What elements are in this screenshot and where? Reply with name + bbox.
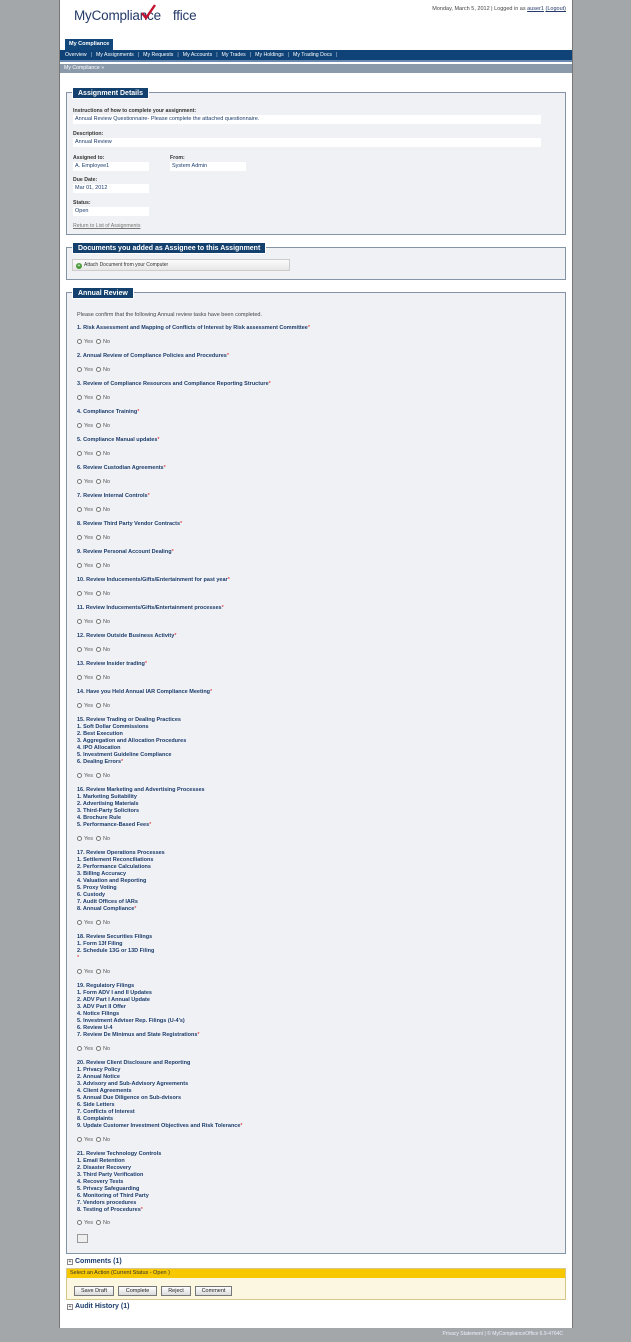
nav-separator: | <box>335 52 338 58</box>
nav-separator: | <box>287 52 290 58</box>
required-marker: * <box>268 381 271 387</box>
annual-review-title: Annual Review <box>72 287 134 299</box>
yes-label: Yes <box>84 479 93 485</box>
question-6-answer <box>77 479 113 486</box>
question-11 <box>77 605 224 612</box>
yes-radio[interactable] <box>77 836 82 841</box>
yes-label: Yes <box>84 563 93 569</box>
question-21 <box>77 1151 161 1214</box>
no-radio[interactable] <box>96 507 101 512</box>
question-17-answer <box>77 920 113 927</box>
nav-item-my-requests[interactable]: My Requests <box>143 52 174 58</box>
yes-radio[interactable] <box>77 535 82 540</box>
yes-label: Yes <box>84 836 93 842</box>
comments-section[interactable]: + Comments (1) <box>68 1258 122 1265</box>
question-8 <box>77 521 182 528</box>
from-value: System Admin <box>170 162 246 171</box>
question-11-answer <box>77 619 113 626</box>
question-text: 9. Review Personal Account Dealing <box>77 549 172 555</box>
yes-radio[interactable] <box>77 451 82 456</box>
question-20-answer <box>77 1137 113 1144</box>
question-3-answer <box>77 395 113 402</box>
question-text: 1. Risk Assessment and Mapping of Conflicts of Interest by Risk assessment Committee <box>77 325 308 331</box>
question-2 <box>77 353 229 360</box>
question-text: 21. Review Technology Controls 1. Email Retention 2. Disaster Recovery 3. Third Party Verification 4. Recovery Tests 5. Privacy Safeguarding 6. Monitoring of Third Party 7. Vendors procedures 8. Testing of Procedures <box>77 1151 162 1213</box>
nav-item-my-trading-docs[interactable]: My Trading Docs <box>293 52 332 58</box>
question-8-answer <box>77 535 113 542</box>
no-label: No <box>102 395 111 401</box>
no-label: No <box>102 920 111 926</box>
due-date-label: Due Date: <box>73 177 98 183</box>
question-7 <box>77 493 150 500</box>
no-radio[interactable] <box>96 773 101 778</box>
action-bar: Select an Action (Current Status - Open ) <box>67 1269 565 1278</box>
complete-button[interactable]: Complete <box>118 1286 157 1296</box>
required-marker: * <box>197 1032 200 1038</box>
required-marker: * <box>174 633 177 639</box>
nav-separator: | <box>90 52 92 58</box>
reject-button[interactable]: Reject <box>161 1286 191 1296</box>
expand-icon[interactable]: + <box>68 1259 72 1265</box>
question-text: 10. Review Inducements/Gifts/Entertainment for past year <box>77 577 228 583</box>
question-5 <box>77 437 160 444</box>
question-text: 4. Compliance Training <box>77 409 138 415</box>
breadcrumb[interactable]: My Compliance » <box>60 64 572 73</box>
question-13-answer <box>77 675 113 682</box>
no-label: No <box>102 1046 111 1052</box>
assigned-to-label: Assigned to: <box>73 155 105 161</box>
nav-item-overview[interactable]: Overview <box>65 52 87 58</box>
question-2-answer <box>77 367 113 374</box>
question-12-answer <box>77 647 113 654</box>
question-text: 20. Review Client Disclosure and Reporting 1. Privacy Policy 2. Annual Notice 3. Advisory and Sub-Advisory Agreements 4. Client Agreements 5. Annual Due Diligence on Sub-dvisors 6. Side Letters 7. Conflicts of Interest 8. Complaints 9. Update Customer Investment Objectives and Risk Tolerance <box>77 1060 241 1129</box>
required-marker: * <box>226 353 230 359</box>
no-label: No <box>102 969 111 975</box>
question-4 <box>77 409 139 416</box>
yes-label: Yes <box>84 507 93 513</box>
required-marker: * <box>171 549 174 555</box>
nav-separator: | <box>216 52 218 58</box>
no-radio[interactable] <box>96 563 101 568</box>
no-radio[interactable] <box>96 969 101 974</box>
question-text: 16. Review Marketing and Advertising Processes 1. Marketing Suitability 2. Advertising Materials 3. Third-Party Solicitors 4. Brochure Rule 5. Performance-Based Fees <box>77 787 205 828</box>
yes-radio[interactable] <box>77 675 82 680</box>
required-marker: * <box>144 661 147 667</box>
question-10 <box>77 577 230 584</box>
comment-button[interactable]: Comment <box>195 1286 232 1296</box>
assignment-details-panel <box>66 92 566 235</box>
documents-panel <box>66 247 566 280</box>
yes-radio[interactable] <box>77 507 82 512</box>
no-radio[interactable] <box>96 339 101 344</box>
question-text: 19. Regulatory Filings 1. Form ADV I and II Updates 2. ADV Part I Annual Update 3. ADV Part II Offer 4. Notice Filings 5. Investment Adviser Rep. Filings (U-4's) 6. Review U-4 7. Review De Minimus and State Registrations <box>77 983 198 1038</box>
yes-label: Yes <box>84 591 93 597</box>
no-label: No <box>102 703 111 709</box>
audit-history-section[interactable]: + Audit History (1) <box>68 1303 130 1310</box>
yes-label: Yes <box>84 451 93 457</box>
question-text: 12. Review Outside Business Activity <box>77 633 175 639</box>
no-radio[interactable] <box>96 1137 101 1142</box>
question-19-answer <box>77 1046 113 1053</box>
question-text: 15. Review Trading or Dealing Practices 1. Soft Dollar Commissions 2. Best Execution 3. Aggregation and Allocation Procedures 4. IPO Allocation 5. Investment Guideline Compliance 6. Dealing Errors <box>77 717 187 765</box>
required-marker: * <box>137 409 140 415</box>
no-radio[interactable] <box>96 591 101 596</box>
no-radio[interactable] <box>96 836 101 841</box>
yes-radio[interactable] <box>77 563 82 568</box>
question-16 <box>77 787 205 829</box>
required-marker: * <box>121 759 124 765</box>
required-marker: * <box>157 437 160 443</box>
nav-item-my-assignments[interactable]: My Assignments <box>95 52 134 58</box>
nav-separator: | <box>177 52 179 58</box>
action-panel <box>66 1268 566 1300</box>
question-9 <box>77 549 174 556</box>
yes-radio[interactable] <box>77 703 82 708</box>
no-label: No <box>102 507 111 513</box>
question-20 <box>77 1060 243 1130</box>
required-marker: * <box>149 822 152 828</box>
yes-radio[interactable] <box>77 423 82 428</box>
question-21-answer <box>77 1220 113 1227</box>
yes-radio[interactable] <box>77 479 82 484</box>
question-5-answer <box>77 451 113 458</box>
logout-link[interactable]: (Logout) <box>545 6 566 12</box>
yes-radio[interactable] <box>77 920 82 925</box>
question-text: 3. Review of Compliance Resources and Compliance Reporting Structure <box>77 381 269 387</box>
no-label: No <box>102 423 111 429</box>
main-nav <box>60 50 572 62</box>
required-marker: * <box>77 955 80 961</box>
nav-item-my-holdings[interactable]: My Holdings <box>255 52 284 58</box>
no-label: No <box>102 367 111 373</box>
question-10-answer <box>77 591 113 598</box>
question-3 <box>77 381 271 388</box>
no-label: No <box>102 836 111 842</box>
yes-label: Yes <box>84 619 93 625</box>
nav-item-my-accounts[interactable]: My Accounts <box>182 52 213 58</box>
yes-radio[interactable] <box>77 773 82 778</box>
save-icon[interactable] <box>77 1234 88 1243</box>
yes-label: Yes <box>84 647 93 653</box>
question-text: 2. Annual Review of Compliance Policies and Procedures <box>77 353 227 359</box>
question-text: 11. Review Inducements/Gifts/Entertainment processes <box>77 605 222 611</box>
expand-icon[interactable]: + <box>68 1304 72 1310</box>
question-1-answer <box>77 339 113 346</box>
no-radio[interactable] <box>96 367 101 372</box>
no-radio[interactable] <box>96 1046 101 1051</box>
attach-document-button[interactable]: + Attach Document from your Computer <box>72 259 290 271</box>
yes-radio[interactable] <box>77 395 82 400</box>
yes-label: Yes <box>84 675 93 681</box>
question-12 <box>77 633 176 640</box>
no-radio[interactable] <box>96 703 101 708</box>
required-marker: * <box>221 605 224 611</box>
instructions-label: Instructions of how to complete your assignment: <box>73 108 197 114</box>
required-marker: * <box>227 577 230 583</box>
required-marker: * <box>210 689 213 695</box>
nav-separator: | <box>137 52 140 58</box>
no-label: No <box>102 451 111 457</box>
no-label: No <box>102 647 111 653</box>
yes-radio[interactable] <box>77 339 82 344</box>
question-text: 6. Review Custodian Agreements <box>77 465 164 471</box>
header <box>60 0 572 40</box>
description-value: Annual Review <box>73 138 541 147</box>
question-1 <box>77 325 310 332</box>
no-radio[interactable] <box>96 1220 101 1225</box>
required-marker: * <box>134 906 137 912</box>
question-13 <box>77 661 147 668</box>
question-17 <box>77 850 165 913</box>
question-text: 13. Review Insider trading <box>77 661 145 667</box>
status-value: Open <box>73 207 149 216</box>
yes-label: Yes <box>84 1220 93 1226</box>
required-marker: * <box>240 1123 243 1129</box>
yes-label: Yes <box>84 703 93 709</box>
documents-title: Documents you added as Assignee to this Assignment <box>72 242 266 254</box>
required-marker: * <box>147 493 150 499</box>
no-radio[interactable] <box>96 535 101 540</box>
yes-radio[interactable] <box>77 591 82 596</box>
question-19 <box>77 983 200 1039</box>
no-label: No <box>102 591 111 597</box>
user-link[interactable]: auser1 <box>527 6 544 12</box>
no-radio[interactable] <box>96 451 101 456</box>
yes-radio[interactable] <box>77 367 82 372</box>
logo: MyCompliance ffice <box>74 8 196 23</box>
no-radio[interactable] <box>96 619 101 624</box>
yes-label: Yes <box>84 920 93 926</box>
no-label: No <box>102 563 111 569</box>
no-label: No <box>102 1220 111 1226</box>
description-label: Description: <box>73 131 104 137</box>
question-16-answer <box>77 836 113 843</box>
no-label: No <box>102 479 111 485</box>
annual-review-intro: Please confirm that the following Annual review tasks have been completed. <box>77 312 262 318</box>
question-18-answer <box>77 969 113 976</box>
yes-label: Yes <box>84 395 93 401</box>
no-label: No <box>102 675 111 681</box>
no-label: No <box>102 1137 111 1143</box>
return-to-assignments-link[interactable]: Return to List of Assignments <box>73 223 141 229</box>
user-info: Monday, March 5, 2012 | Logged in as auser1 (Logout) <box>432 6 566 12</box>
yes-label: Yes <box>84 773 93 779</box>
footer: Privacy Statement | © MyComplianceOffice 6.9-4764C <box>442 1331 563 1337</box>
page-container <box>59 0 573 1328</box>
save-draft-button[interactable]: Save Draft <box>74 1286 114 1296</box>
yes-radio[interactable] <box>77 969 82 974</box>
no-radio[interactable] <box>96 920 101 925</box>
yes-radio[interactable] <box>77 1220 82 1225</box>
no-radio[interactable] <box>96 423 101 428</box>
question-text: 5. Compliance Manual updates <box>77 437 158 443</box>
question-text: 18. Review Securities Filings 1. Form 13f Filing 2. Schedule 13G or 13D Filing <box>77 934 155 954</box>
yes-label: Yes <box>84 423 93 429</box>
required-marker: * <box>163 465 166 471</box>
question-6 <box>77 465 166 472</box>
yes-label: Yes <box>84 367 93 373</box>
yes-radio[interactable] <box>77 647 82 652</box>
no-label: No <box>102 619 111 625</box>
status-label: Status: <box>73 200 91 206</box>
no-radio[interactable] <box>96 479 101 484</box>
question-text: 7. Review Internal Controls <box>77 493 148 499</box>
assignment-details-title: Assignment Details <box>72 87 149 99</box>
yes-label: Yes <box>84 339 93 345</box>
question-7-answer <box>77 507 113 514</box>
tab-my-compliance[interactable]: My Compliance <box>65 39 113 50</box>
no-radio[interactable] <box>96 395 101 400</box>
question-text: 8. Review Third Party Vendor Contracts <box>77 521 181 527</box>
yes-radio[interactable] <box>77 1137 82 1142</box>
yes-label: Yes <box>84 969 93 975</box>
from-label: From: <box>170 155 185 161</box>
required-marker: * <box>307 325 310 331</box>
question-4-answer <box>77 423 113 430</box>
no-radio[interactable] <box>96 675 101 680</box>
no-label: No <box>102 535 111 541</box>
no-label: No <box>102 773 111 779</box>
instructions-value: Annual Review Questionnaire- Please complete the attached questionnaire. <box>73 115 541 124</box>
yes-label: Yes <box>84 535 93 541</box>
yes-label: Yes <box>84 1137 93 1143</box>
yes-radio[interactable] <box>77 619 82 624</box>
question-15-answer <box>77 773 113 780</box>
question-15 <box>77 717 186 766</box>
checkmark-logo-icon <box>140 4 156 20</box>
no-radio[interactable] <box>96 647 101 652</box>
question-18 <box>77 934 154 962</box>
required-marker: * <box>140 1207 143 1213</box>
annual-review-panel <box>66 292 566 1254</box>
question-text: 17. Review Operations Processes 1. Settlement Reconciliations 2. Performance Calculations 3. Billing Accuracy 4. Valuation and Reporting 5. Proxy Voting 6. Custody 7. Audit Offices of IARs 8. Annual Compliance <box>77 850 165 912</box>
yes-radio[interactable] <box>77 1046 82 1051</box>
question-9-answer <box>77 563 113 570</box>
question-14-answer <box>77 703 113 710</box>
yes-label: Yes <box>84 1046 93 1052</box>
due-date-value: Mar 01, 2012 <box>73 184 149 193</box>
nav-item-my-trades[interactable]: My Trades <box>221 52 246 58</box>
question-14 <box>77 689 212 696</box>
add-icon: + <box>77 263 81 269</box>
no-label: No <box>102 339 111 345</box>
required-marker: * <box>180 521 183 527</box>
nav-separator: | <box>249 52 252 58</box>
question-text: 14. Have you Held Annual IAR Compliance Meeting <box>77 689 211 695</box>
assigned-to-value: A. Employee1 <box>73 162 149 171</box>
